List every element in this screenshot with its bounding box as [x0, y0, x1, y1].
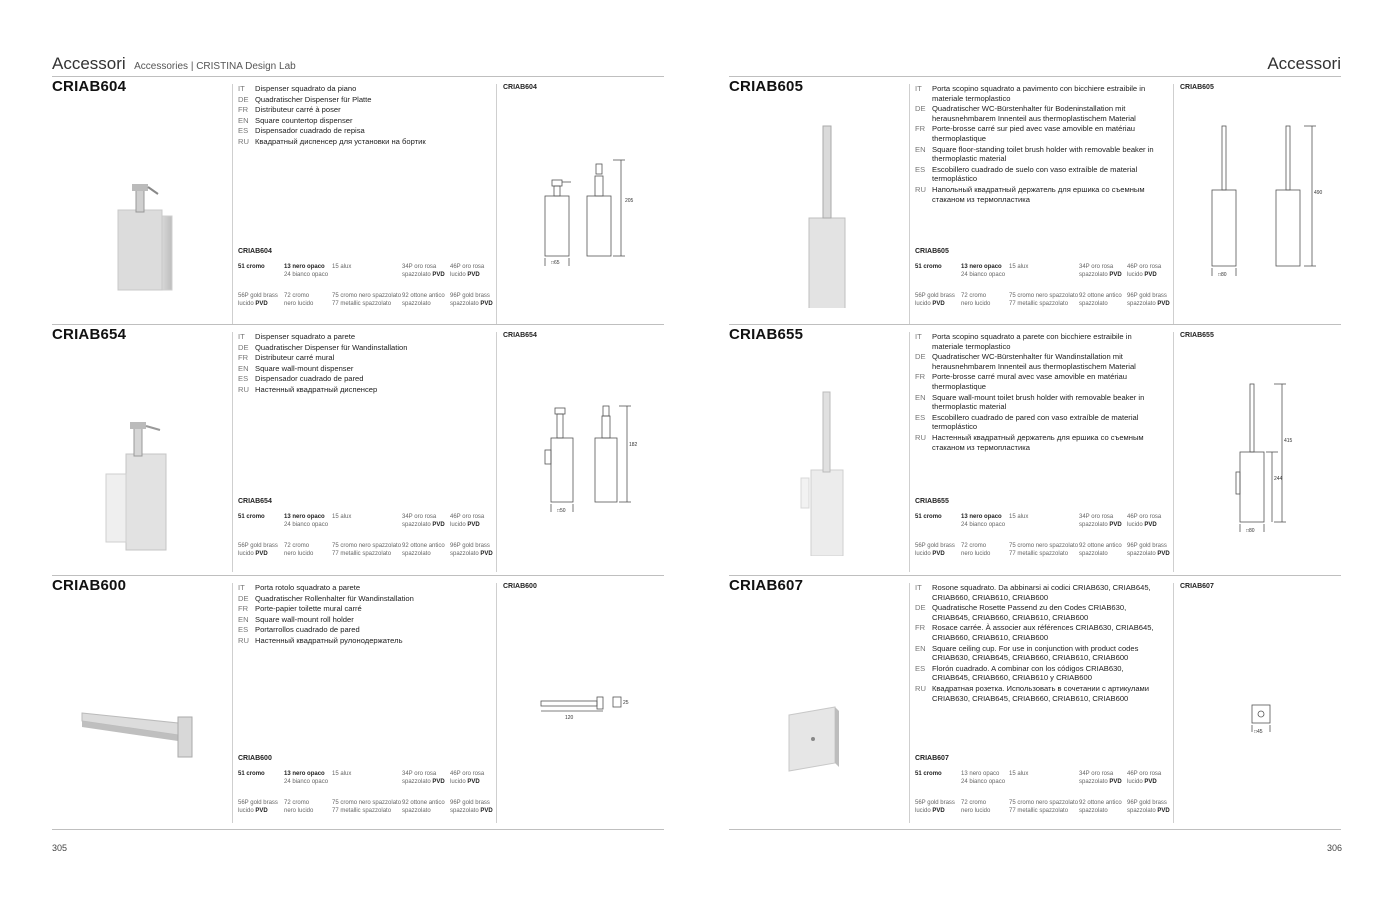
technical-drawing [1180, 344, 1340, 570]
drawing-code: CRIAB604 [503, 84, 537, 91]
finish-cromo-nero-lucido: 72 cromo nero lucido [961, 543, 991, 557]
finish-gold-brass-spazzolato: 96P gold brass spazzolato PVD [1127, 800, 1170, 814]
desc-ru: RU Напольный квадратный держатель для ершика со съемным стаканом из термопластика [915, 184, 1145, 204]
desc-de: DE Quadratischer WC-Bürstenhalter für Bodeninstallation mit herausnehmbarem Innenteil aus thermoplastischem Material [915, 104, 1136, 123]
desc-it: IT Porta rotolo squadrato a parete [238, 583, 361, 592]
drawing-code: CRIAB600 [503, 583, 537, 590]
technical-drawing [503, 595, 663, 821]
product-row-criab655 [729, 326, 1341, 572]
product-photo-dispenser [72, 118, 212, 308]
finish-nero-opaco: 13 nero opaco 24 bianco opaco [284, 514, 329, 528]
finishes-code: CRIAB604 [238, 248, 272, 255]
product-code: CRIAB655 [729, 326, 804, 343]
desc-ru: RU Настенный квадратный держатель для ершика со съемным стаканом из термопластика [915, 432, 1144, 452]
column-divider [909, 583, 910, 823]
finish-gold-brass-lucido: 56P gold brass lucido PVD [238, 800, 278, 814]
drawing-code: CRIAB605 [1180, 84, 1214, 91]
finish-cromo-nero-lucido: 72 cromo nero lucido [284, 293, 314, 307]
finish-cromo-nero-spazzolato: 75 cromo nero spazzolato 77 metallic spazzolato [332, 293, 402, 307]
column-divider [1173, 332, 1174, 572]
finish-nero-opaco: 13 nero opaco 24 bianco opaco [284, 771, 329, 785]
finishes-code: CRIAB600 [238, 755, 272, 762]
product-description [238, 583, 486, 647]
desc-fr: FR Distributeur carré mural [238, 353, 335, 363]
finish-alux: 15 alux [1009, 514, 1029, 521]
page-number: 305 [52, 843, 68, 853]
finish-oro-rosa-lucido: 46P oro rosa lucido PVD [450, 771, 485, 785]
product-row-criab654 [52, 326, 664, 572]
finish-cromo-nero-spazzolato: 75 cromo nero spazzolato 77 metallic spazzolato [1009, 293, 1079, 307]
desc-en: EN Square countertop dispenser [238, 115, 353, 125]
svg-text:415: 415 [1284, 438, 1293, 444]
finish-cromo: 51 cromo [915, 514, 942, 521]
desc-es: ES Escobillero cuadrado de pared con vaso extraíble de material termoplástico [915, 412, 1139, 432]
desc-es: ES Florón cuadrado. A combinar con los códigos CRIAB630, CRIAB645, CRIAB660, CRIAB610 y CRIAB600 [915, 663, 1124, 683]
finish-cromo-nero-spazzolato: 75 cromo nero spazzolato 77 metallic spazzolato [332, 543, 402, 557]
finishes-block [238, 248, 494, 308]
finish-oro-rosa-spazzolato: 34P oro rosa spazzolato PVD [402, 264, 445, 278]
page-subtitle: Accessories | CRISTINA Design Lab [134, 61, 296, 72]
finish-oro-rosa-spazzolato: 34P oro rosa spazzolato PVD [402, 771, 445, 785]
finish-alux: 15 alux [1009, 264, 1029, 271]
page-header [52, 54, 664, 76]
svg-text:205: 205 [625, 198, 634, 204]
svg-text:□80: □80 [1246, 528, 1255, 534]
finish-oro-rosa-spazzolato: 34P oro rosa spazzolato PVD [402, 514, 445, 528]
drawing-code: CRIAB607 [1180, 583, 1214, 590]
row-divider [52, 575, 664, 576]
header-divider [729, 76, 1341, 77]
desc-es: ES Dispensador cuadrado de pared [238, 374, 364, 384]
finish-cromo: 51 cromo [238, 264, 265, 271]
footer-divider [729, 829, 1341, 830]
product-photo-brush-holder [749, 118, 889, 308]
page-number: 306 [1326, 843, 1342, 853]
product-photo-wall-dispenser [72, 366, 212, 556]
desc-en: EN Square ceiling cup. For use in conjunction with product codes CRIAB630, CRIAB645, CRIAB660, CRIAB610, CRIAB600 [915, 643, 1139, 663]
column-divider [232, 84, 233, 324]
desc-it: IT Porta scopino squadrato a pavimento con bicchiere estraibile in materiale termoplastico [915, 84, 1146, 103]
product-description [915, 583, 1163, 704]
right-page [697, 0, 1394, 901]
desc-ru: RU Квадратная розетка. Использовать в сочетании с артикулами CRIAB630, CRIAB645, CRIAB660, CRIAB610, CRIAB600 [915, 683, 1150, 703]
finish-ottone-antico: 92 ottone antico spazzolato [402, 293, 445, 307]
desc-fr: FR Distributeur carré à poser [238, 105, 341, 115]
product-description [915, 84, 1163, 205]
finish-oro-rosa-lucido: 46P oro rosa lucido PVD [450, 264, 485, 278]
desc-de: DE Quadratischer Dispenser für Platte [238, 94, 372, 104]
page-header [729, 54, 1341, 76]
desc-fr: FR Porte-brosse carré sur pied avec vase amovible en matériau thermoplastique [915, 124, 1136, 143]
column-divider [909, 332, 910, 572]
svg-text:490: 490 [1314, 190, 1323, 196]
desc-en: EN Square floor-standing toilet brush holder with removable beaker in thermoplastic material [915, 144, 1154, 164]
desc-it: IT Dispenser squadrato a parete [238, 332, 356, 341]
desc-de: DE Quadratische Rosette Passend zu den Codes CRIAB630, CRIAB645, CRIAB660, CRIAB610, CRIAB600 [915, 603, 1127, 622]
finish-alux: 15 alux [332, 264, 352, 271]
finish-gold-brass-lucido: 56P gold brass lucido PVD [238, 293, 278, 307]
svg-text:□80: □80 [1218, 272, 1227, 278]
desc-ru: RU Настенный квадратный рулонодержатель [238, 635, 403, 645]
row-divider [52, 324, 664, 325]
column-divider [232, 332, 233, 572]
finish-gold-brass-spazzolato: 96P gold brass spazzolato PVD [1127, 543, 1170, 557]
product-row-criab600 [52, 577, 664, 823]
finish-gold-brass-spazzolato: 96P gold brass spazzolato PVD [1127, 293, 1170, 307]
finish-gold-brass-lucido: 56P gold brass lucido PVD [238, 543, 278, 557]
technical-drawing [1180, 96, 1340, 322]
finishes-code: CRIAB605 [915, 248, 949, 255]
finish-cromo-nero-spazzolato: 75 cromo nero spazzolato 77 metallic spazzolato [332, 800, 402, 814]
finishes-block [915, 498, 1171, 558]
finish-oro-rosa-spazzolato: 34P oro rosa spazzolato PVD [1079, 514, 1122, 528]
desc-es: ES Portarrollos cuadrado de pared [238, 625, 360, 635]
finish-oro-rosa-lucido: 46P oro rosa lucido PVD [450, 514, 485, 528]
svg-text:□65: □65 [551, 260, 560, 266]
finish-ottone-antico: 92 ottone antico spazzolato [1079, 800, 1122, 814]
desc-ru: RU Квадратный диспенсер для установки на бортик [238, 136, 426, 146]
desc-ru: RU Настенный квадратный диспенсер [238, 384, 378, 394]
drawing-code: CRIAB654 [503, 332, 537, 339]
svg-text:25: 25 [623, 700, 629, 706]
desc-de: DE Quadratischer WC-Bürstenhalter für Wandinstallation mit herausnehmbarem Innenteil aus thermoplastischem Material [915, 352, 1136, 371]
finish-cromo: 51 cromo [915, 771, 942, 778]
product-description [238, 332, 486, 396]
desc-it: IT Porta scopino squadrato a parete con bicchiere estraibile in materiale termoplastico [915, 332, 1132, 351]
desc-fr: FR Rosace carrée. À associer aux références CRIAB630, CRIAB645, CRIAB660, CRIAB610, CRIAB600 [915, 623, 1154, 642]
product-code: CRIAB604 [52, 78, 127, 95]
finish-cromo-nero-lucido: 72 cromo nero lucido [961, 800, 991, 814]
column-divider [1173, 84, 1174, 324]
finish-gold-brass-lucido: 56P gold brass lucido PVD [915, 543, 955, 557]
finishes-code: CRIAB655 [915, 498, 949, 505]
finish-gold-brass-spazzolato: 96P gold brass spazzolato PVD [450, 293, 493, 307]
desc-de: DE Quadratischer Rollenhalter für Wandinstallation [238, 593, 414, 603]
finishes-block [238, 498, 494, 558]
desc-es: ES Dispensador cuadrado de repisa [238, 126, 365, 136]
finishes-code: CRIAB607 [915, 755, 949, 762]
finish-gold-brass-spazzolato: 96P gold brass spazzolato PVD [450, 543, 493, 557]
product-photo-ceiling-cup [749, 617, 889, 807]
svg-text:120: 120 [565, 715, 574, 721]
product-code: CRIAB605 [729, 78, 804, 95]
product-description [238, 84, 486, 148]
finish-oro-rosa-lucido: 46P oro rosa lucido PVD [1127, 771, 1162, 785]
column-divider [232, 583, 233, 823]
column-divider [496, 84, 497, 324]
technical-drawing [503, 96, 663, 322]
desc-it: IT Rosone squadrato. Da abbinarsi ai codici CRIAB630, CRIAB645, CRIAB660, CRIAB610, CRIAB600 [915, 583, 1151, 602]
desc-fr: FR Porte-brosse carré mural avec vase amovible en matériau thermoplastique [915, 372, 1127, 391]
footer-divider [52, 829, 664, 830]
page-title: Accessori [52, 54, 126, 73]
column-divider [496, 332, 497, 572]
finish-ottone-antico: 92 ottone antico spazzolato [1079, 293, 1122, 307]
finish-gold-brass-lucido: 56P gold brass lucido PVD [915, 293, 955, 307]
desc-en: EN Square wall-mount roll holder [238, 614, 354, 624]
product-row-criab605 [729, 78, 1341, 324]
product-photo-wall-brush-holder [749, 366, 889, 556]
row-divider [729, 324, 1341, 325]
header-divider [52, 76, 664, 77]
finish-alux: 15 alux [1009, 771, 1029, 778]
technical-drawing [1180, 595, 1340, 821]
finishes-block [915, 755, 1171, 815]
desc-es: ES Escobillero cuadrado de suelo con vaso extraíble de material termoplástico [915, 164, 1138, 184]
column-divider [909, 84, 910, 324]
product-code: CRIAB600 [52, 577, 127, 594]
product-description [915, 332, 1163, 453]
svg-text:□50: □50 [557, 508, 566, 514]
finish-cromo: 51 cromo [238, 771, 265, 778]
finish-cromo-nero-spazzolato: 75 cromo nero spazzolato 77 metallic spazzolato [1009, 543, 1079, 557]
finish-cromo-nero-lucido: 72 cromo nero lucido [961, 293, 991, 307]
svg-text:□45: □45 [1254, 729, 1263, 735]
desc-en: EN Square wall-mount dispenser [238, 363, 354, 373]
finish-oro-rosa-spazzolato: 34P oro rosa spazzolato PVD [1079, 264, 1122, 278]
desc-it: IT Dispenser squadrato da piano [238, 84, 357, 93]
finish-ottone-antico: 92 ottone antico spazzolato [1079, 543, 1122, 557]
product-code: CRIAB607 [729, 577, 804, 594]
finish-cromo-nero-spazzolato: 75 cromo nero spazzolato 77 metallic spazzolato [1009, 800, 1079, 814]
finish-nero-opaco: 13 nero opaco 24 bianco opaco [961, 771, 1006, 785]
finish-alux: 15 alux [332, 771, 352, 778]
finishes-block [915, 248, 1171, 308]
product-code: CRIAB654 [52, 326, 127, 343]
product-row-criab607 [729, 577, 1341, 823]
finish-ottone-antico: 92 ottone antico spazzolato [402, 543, 445, 557]
page-title: Accessori [1267, 54, 1341, 73]
finish-nero-opaco: 13 nero opaco 24 bianco opaco [961, 514, 1006, 528]
technical-drawing [503, 344, 663, 570]
column-divider [1173, 583, 1174, 823]
desc-en: EN Square wall-mount toilet brush holder with removable beaker in thermoplastic material [915, 392, 1145, 412]
finish-oro-rosa-lucido: 46P oro rosa lucido PVD [1127, 264, 1162, 278]
finish-cromo-nero-lucido: 72 cromo nero lucido [284, 543, 314, 557]
drawing-code: CRIAB655 [1180, 332, 1214, 339]
desc-fr: FR Porte-papier toilette mural carré [238, 604, 362, 614]
product-row-criab604 [52, 78, 664, 324]
finish-nero-opaco: 13 nero opaco 24 bianco opaco [284, 264, 329, 278]
finish-cromo: 51 cromo [238, 514, 265, 521]
finish-cromo-nero-lucido: 72 cromo nero lucido [284, 800, 314, 814]
finish-oro-rosa-lucido: 46P oro rosa lucido PVD [1127, 514, 1162, 528]
svg-text:244: 244 [1274, 476, 1283, 482]
finish-nero-opaco: 13 nero opaco 24 bianco opaco [961, 264, 1006, 278]
finish-gold-brass-spazzolato: 96P gold brass spazzolato PVD [450, 800, 493, 814]
finish-alux: 15 alux [332, 514, 352, 521]
finishes-code: CRIAB654 [238, 498, 272, 505]
svg-text:182: 182 [629, 442, 638, 448]
finish-gold-brass-lucido: 56P gold brass lucido PVD [915, 800, 955, 814]
finish-oro-rosa-spazzolato: 34P oro rosa spazzolato PVD [1079, 771, 1122, 785]
desc-de: DE Quadratischer Dispenser für Wandinstallation [238, 342, 408, 352]
column-divider [496, 583, 497, 823]
finish-ottone-antico: 92 ottone antico spazzolato [402, 800, 445, 814]
finishes-block [238, 755, 494, 815]
finish-cromo: 51 cromo [915, 264, 942, 271]
row-divider [729, 575, 1341, 576]
product-photo-roll-holder [72, 617, 212, 807]
